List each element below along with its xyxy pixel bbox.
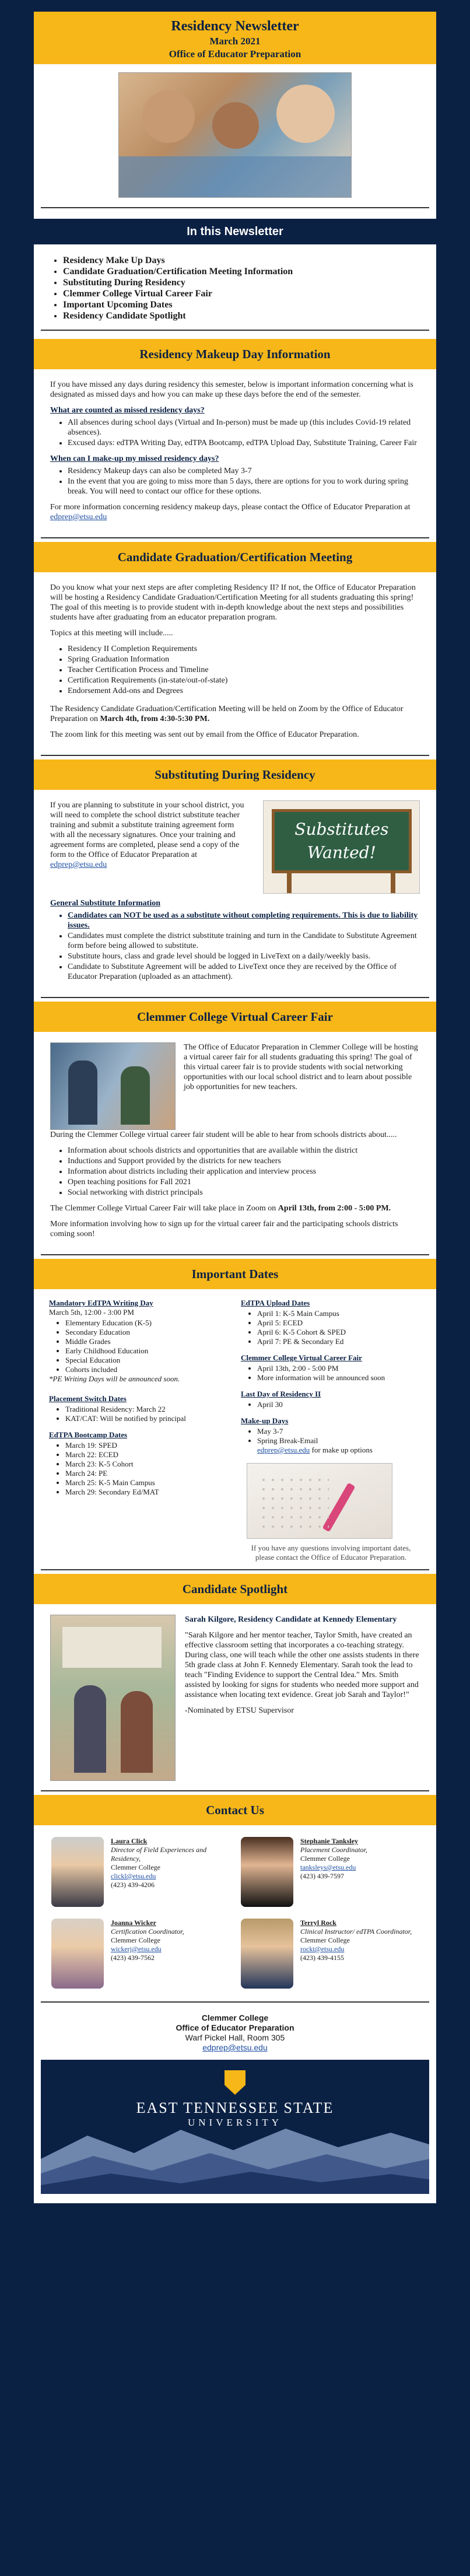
contact-name: Terryl Rock	[300, 1919, 336, 1927]
contact-role: Director of Field Experiences and Residency,	[111, 1846, 207, 1863]
list-item: • March 23: K-5 Cohort	[65, 1460, 229, 1469]
list-item: • Cohorts included	[65, 1365, 229, 1374]
list-item: • Inductions and Support provided by the districts for new teachers	[68, 1156, 420, 1166]
writing-day-heading: Mandatory EdTPA Writing Day	[49, 1298, 153, 1307]
avatar	[241, 1919, 293, 1989]
email-link[interactable]: edprep@etsu.edu	[50, 513, 107, 522]
contact-phone: (423) 439-4206	[111, 1881, 155, 1889]
contact-name: Laura Click	[111, 1837, 148, 1845]
list-item: • April 30	[257, 1400, 421, 1409]
career-section	[34, 1032, 436, 1254]
contact-role: Placement Coordinator,	[300, 1846, 367, 1854]
writing-day-time: March 5th, 12:00 - 3:00 PM	[49, 1308, 134, 1317]
fair-heading: Clemmer College Virtual Career Fair	[241, 1353, 362, 1362]
list-item: • In the event that you are going to miss more than 5 days, there are options for you to work during spring break. You will need to contact our office for these options.	[68, 477, 420, 496]
contents-item[interactable]: • Residency Candidate Spotlight	[63, 310, 407, 321]
list-item: • March 19: SPED	[65, 1441, 229, 1450]
career-when: The Clemmer College Virtual Career Fair will take place in Zoom on April 13th, from 2:00 - 5:00 PM.	[50, 1204, 391, 1213]
list-item: • March 29: Secondary Ed/MAT	[65, 1488, 229, 1497]
contact-email-link[interactable]: clickl@etsu.edu	[111, 1872, 156, 1880]
list-item: • May 3-7	[257, 1427, 421, 1436]
contact-role: Certification Coordinator,	[111, 1927, 184, 1936]
career-lead: During the Clemmer College virtual career fair student will be able to hear from schools districts about.....	[50, 1130, 397, 1139]
subs-info-heading: General Substitute Information	[50, 899, 160, 908]
university-footer-banner	[41, 2060, 429, 2194]
newsletter-date: March 2021	[209, 36, 261, 47]
spotlight-heading: Candidate Spotlight	[34, 1574, 436, 1604]
spotlight-name: Sarah Kilgore, Residency Candidate at Kennedy Elementary	[185, 1615, 397, 1624]
list-item: • Candidates must complete the district substitute training and turn in the Candidate to Substitute Agreement form before being allowed to substitute.	[68, 931, 420, 951]
avatar	[241, 1837, 293, 1907]
sign-line-2: Wanted!	[307, 843, 376, 862]
avatar	[51, 1837, 104, 1907]
career-fair-photo	[50, 1042, 176, 1130]
contact-org: Clemmer College	[300, 1854, 350, 1863]
bootcamp-heading: EdTPA Bootcamp Dates	[49, 1430, 128, 1439]
career-intro: The Office of Educator Preparation in Clemmer College will be hosting a virtual career fair for all students graduating this spring! The goal of this virtual career fair is to provide students with social networking opportunities with our local school district and to learn about possible job opportunities for new teachers.	[184, 1043, 418, 1091]
list-item: • March 25: K-5 Main Campus	[65, 1478, 229, 1488]
list-item: • March 22: ECED	[65, 1450, 229, 1460]
newsletter-column	[34, 12, 436, 2203]
university-name: EAST TENNESSEE STATE	[136, 2099, 334, 2116]
list-item: • All absences during school days (Virtual and In-person) must be made up (this includes Covid-19 related absences).	[68, 418, 420, 438]
list-item: • April 7: PE & Secondary Ed	[257, 1337, 421, 1346]
hero-classroom-photo	[118, 72, 352, 198]
list-item: • More information will be announced soon	[257, 1373, 421, 1382]
substitutes-wanted-image	[263, 800, 420, 894]
makeup-question-2: When can I make-up my missed residency days?	[50, 454, 219, 463]
dates-left-column	[43, 1298, 235, 1562]
address-block	[34, 2005, 436, 2060]
contact-card	[45, 1916, 235, 1998]
newsletter-title: Residency Newsletter	[171, 19, 299, 34]
makeup-section	[34, 369, 436, 537]
dates-heading: Important Dates	[34, 1259, 436, 1289]
list-item: • Early Childhood Education	[65, 1346, 229, 1356]
list-item: • Candidate to Substitute Agreement will be added to LiveText once they are received by the Office of Educator Preparation (uploaded as an attachment).	[68, 962, 420, 982]
list-item: • Information about schools districts and opportunities that are available within the district	[68, 1146, 420, 1156]
list-item: • Endorsement Add-ons and Degrees	[68, 686, 420, 696]
contact-card	[235, 1835, 425, 1916]
contact-email-link[interactable]: wickerj@etsu.edu	[111, 1945, 162, 1953]
contents-list-section	[34, 244, 436, 330]
contact-name: Stephanie Tanksley	[300, 1837, 359, 1845]
contact-card	[235, 1916, 425, 1998]
list-item: • April 13th, 2:00 - 5:00 PM	[257, 1364, 421, 1373]
university-name-2: UNIVERSITY	[188, 2117, 282, 2128]
contact-email-link[interactable]: rockt@etsu.edu	[300, 1945, 345, 1953]
contact-email-link[interactable]: tanksleys@etsu.edu	[300, 1863, 356, 1871]
grad-zoom-info: The Residency Candidate Graduation/Certification Meeting will be held on Zoom by the Office of Educator Preparation on March 4th, from 4:30-5:30 PM.	[50, 705, 404, 723]
spotlight-photo	[50, 1615, 176, 1781]
sign-line-1: Substitutes	[294, 820, 389, 839]
masthead	[34, 12, 436, 64]
grad-topics-lead: Topics at this meeting will include.....	[50, 629, 173, 638]
dates-right-column	[235, 1298, 427, 1562]
list-item: • Elementary Education (K-5)	[65, 1318, 229, 1328]
makeup-intro: If you have missed any days during residency this semester, below is important information concerning what is designated as missed days and how you can make up these days before the end of the semester.	[50, 380, 413, 399]
contents-list	[63, 255, 407, 321]
list-item: • Traditional Residency: March 22	[65, 1405, 229, 1414]
list-item: • Open teaching positions for Fall 2021	[68, 1177, 420, 1187]
list-item: • Teacher Certification Process and Timeline	[68, 665, 420, 675]
makeup-email-line: edprep@etsu.edu for make up options	[257, 1446, 373, 1454]
makeup-days-heading: Make-up Days	[241, 1416, 289, 1425]
list-item: • Spring Break-Email	[257, 1436, 421, 1446]
list-item: • Certification Requirements (in-state/out-of-state)	[68, 676, 420, 685]
list-item: • Special Education	[65, 1356, 229, 1365]
writing-day-note: *PE Writing Days will be announced soon.	[49, 1374, 180, 1383]
contents-item[interactable]: • Substituting During Residency	[63, 277, 407, 288]
newsletter-office: Office of Educator Preparation	[169, 48, 301, 60]
address-email-link[interactable]: edprep@etsu.edu	[202, 2043, 268, 2052]
grad-intro: Do you know what your next steps are after completing Residency II? If not, the Office of Educator Preparation will be hosting a Residency Candidate Graduation/Certification Meeting for all students graduating this spring! The goal of this meeting is to provide student with in-depth knowledge about the next steps and possibilities students have after graduating from an educator preparation program.	[50, 583, 416, 622]
list-item: • March 24: PE	[65, 1469, 229, 1478]
email-link[interactable]: edprep@etsu.edu	[50, 860, 107, 869]
contacts-section	[34, 1825, 436, 2001]
upload-heading: EdTPA Upload Dates	[241, 1298, 310, 1307]
contents-item[interactable]: • Clemmer College Virtual Career Fair	[63, 288, 407, 299]
list-item: • Candidates can NOT be used as a substitute without completing requirements. This is due to liability issues.	[68, 911, 420, 930]
list-item: • KAT/CAT: Will be notified by principal	[65, 1414, 229, 1423]
list-item: • Social networking with district principals	[68, 1188, 420, 1198]
contact-heading: Contact Us	[34, 1795, 436, 1825]
spotlight-credit: -Nominated by ETSU Supervisor	[185, 1706, 294, 1715]
contents-item[interactable]: • Important Upcoming Dates	[63, 299, 407, 310]
contact-org: Clemmer College	[111, 1936, 160, 1944]
list-item: • April 1: K-5 Main Campus	[257, 1309, 421, 1318]
contents-heading: In this Newsletter	[34, 219, 436, 244]
list-item: • April 5: ECED	[257, 1318, 421, 1328]
list-item: • Information about districts including their application and interview process	[68, 1167, 420, 1177]
subs-section	[34, 790, 436, 997]
avatar	[51, 1919, 104, 1989]
list-item: • Substitute hours, class and grade level should be logged in LiveText on a daily/weekly basis.	[68, 951, 420, 961]
email-link[interactable]: edprep@etsu.edu	[257, 1446, 310, 1454]
contact-phone: (423) 439-4155	[300, 1954, 344, 1962]
address-line-1: Clemmer College	[201, 2013, 269, 2022]
address-line-3: Warf Pickel Hall, Room 305	[185, 2033, 285, 2042]
etsu-shield-icon	[225, 2070, 245, 2095]
list-item: • Middle Grades	[65, 1337, 229, 1346]
grad-heading: Candidate Graduation/Certification Meeting	[34, 542, 436, 572]
subs-intro: If you are planning to substitute in your school district, you will need to complete the school district substitute teacher training and submit a substitute training agreement form with all the necessary signatures. Once your training and agreement forms are completed, please send a copy of the form to the Office of Educator Preparation at edprep@etsu.edu	[50, 801, 244, 869]
grad-section	[34, 572, 436, 755]
list-item: • Spring Graduation Information	[68, 654, 420, 664]
hero-section	[34, 64, 436, 207]
contact-card	[45, 1835, 235, 1916]
last-day-heading: Last Day of Residency II	[241, 1390, 321, 1398]
contents-item[interactable]: • Residency Make Up Days	[63, 255, 407, 266]
makeup-heading: Residency Makeup Day Information	[34, 339, 436, 369]
contact-org: Clemmer College	[300, 1936, 350, 1944]
calendar-photo	[247, 1463, 392, 1539]
spotlight-text	[185, 1615, 420, 1781]
spotlight-quote: "Sarah Kilgore and her mentor teacher, Taylor Smith, have created an effective classroom setting that incorporates a co-teaching strategy. During class, one will teach while the other one assists students in there 5th grade class at John F. Kennedy Elementary. Sarah took the lead to teach "Finding Evidence to support the Central Idea." Mrs. Smith assisted by looking for signs for students who needed more support and assistance when locating text evidence. Great job Sarah and Taylor!"	[185, 1631, 419, 1699]
subs-heading: Substituting During Residency	[34, 760, 436, 790]
contact-org: Clemmer College	[111, 1863, 160, 1871]
list-item: • Secondary Education	[65, 1328, 229, 1337]
placement-heading: Placement Switch Dates	[49, 1394, 127, 1403]
contact-role: Clinical Instructor/ edTPA Coordinator,	[300, 1927, 412, 1936]
list-item: • Residency II Completion Requirements	[68, 644, 420, 654]
contact-name: Joanna Wicker	[111, 1919, 156, 1927]
contact-phone: (423) 439-7597	[300, 1872, 344, 1880]
spotlight-section	[34, 1604, 436, 1790]
grad-link-note: The zoom link for this meeting was sent out by email from the Office of Educator Preparation.	[50, 730, 359, 739]
makeup-closing: For more information concerning residency makeup days, please contact the Office of Educator Preparation at edprep@etsu.edu	[50, 503, 411, 522]
list-item: • April 6: K-5 Cohort & SPED	[257, 1328, 421, 1337]
dates-section	[34, 1289, 436, 1569]
dates-questions: If you have any questions involving important dates, please contact the Office of Educator Preparation.	[251, 1544, 411, 1562]
contact-phone: (423) 439-7562	[111, 1954, 155, 1962]
list-item: • Residency Makeup days can also be completed May 3-7	[68, 466, 420, 476]
list-item: • Excused days: edTPA Writing Day, edTPA Bootcamp, edTPA Upload Day, Substitute Training, Career Fair	[68, 438, 420, 448]
address-line-2: Office of Educator Preparation	[176, 2023, 294, 2032]
career-more: More information involving how to sign up for the virtual career fair and the participating schools districts coming soon!	[50, 1220, 398, 1238]
career-heading: Clemmer College Virtual Career Fair	[34, 1002, 436, 1032]
makeup-question-1: What are counted as missed residency days?	[50, 406, 205, 415]
contents-item[interactable]: • Candidate Graduation/Certification Meeting Information	[63, 266, 407, 277]
